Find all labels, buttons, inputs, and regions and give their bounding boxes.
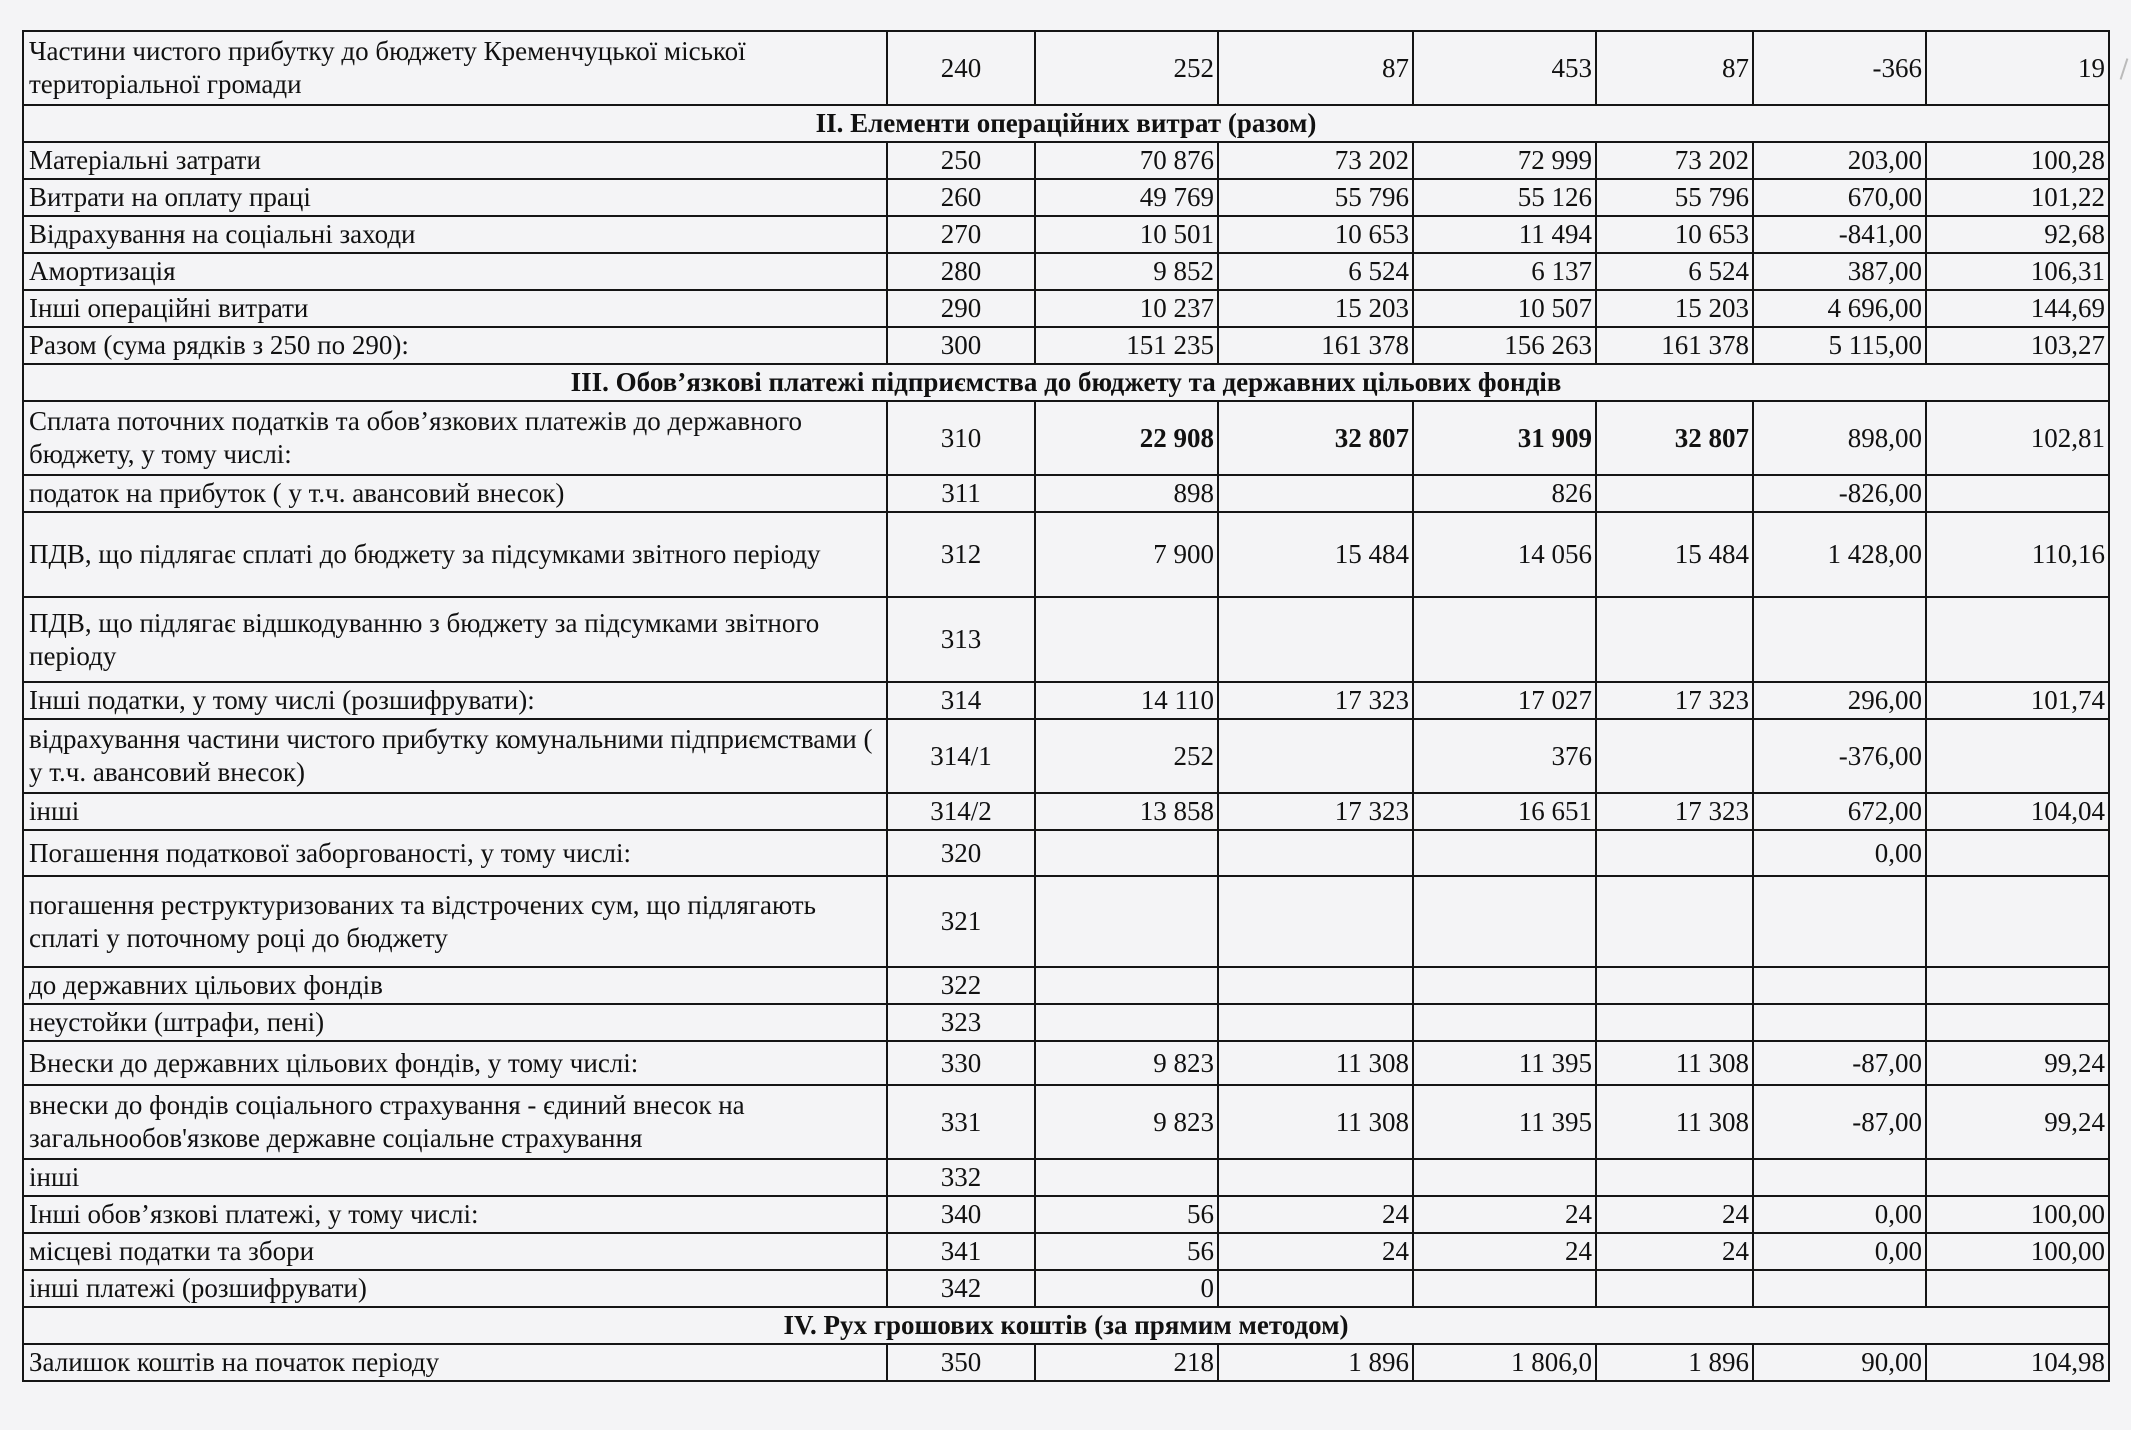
value-cell: 106,31 <box>1926 253 2109 290</box>
table-row <box>23 1159 2109 1196</box>
table-row <box>23 179 2109 216</box>
value-cell: 151 235 <box>1035 327 1218 364</box>
table-row <box>23 1041 2109 1085</box>
value-cell: 453 <box>1413 31 1596 105</box>
value-cell: 17 323 <box>1596 793 1753 830</box>
value-cell: 15 484 <box>1596 512 1753 597</box>
table-row <box>23 327 2109 364</box>
row-label: Погашення податкової заборгованості, у тому числі: <box>23 830 887 876</box>
table-row <box>23 253 2109 290</box>
value-cell: -87,00 <box>1753 1085 1926 1159</box>
value-cell <box>1926 475 2109 512</box>
value-cell: 17 323 <box>1218 682 1413 719</box>
value-cell <box>1218 967 1413 1004</box>
row-label: Внески до державних цільових фондів, у тому числі: <box>23 1041 887 1085</box>
value-cell: 252 <box>1035 719 1218 793</box>
value-cell <box>1753 1004 1926 1041</box>
value-cell: 161 378 <box>1596 327 1753 364</box>
row-code: 322 <box>887 967 1035 1004</box>
value-cell: 100,28 <box>1926 142 2109 179</box>
row-label: ПДВ, що підлягає відшкодуванню з бюджету за підсумками звітного періоду <box>23 597 887 682</box>
section-title: II. Елементи операційних витрат (разом) <box>23 105 2109 142</box>
value-cell: 0,00 <box>1753 1196 1926 1233</box>
table-row <box>23 475 2109 512</box>
value-cell: 156 263 <box>1413 327 1596 364</box>
value-cell <box>1926 1270 2109 1307</box>
value-cell <box>1753 876 1926 967</box>
value-cell <box>1926 1159 2109 1196</box>
row-label: Частини чистого прибутку до бюджету Кременчуцької міської територіальної громади <box>23 31 887 105</box>
row-label: Сплата поточних податків та обов’язкових платежів до державного бюджету, у тому числі: <box>23 401 887 475</box>
row-label: інші <box>23 793 887 830</box>
scan-mark <box>2120 58 2129 80</box>
row-code: 310 <box>887 401 1035 475</box>
row-label: Відрахування на соціальні заходи <box>23 216 887 253</box>
value-cell <box>1413 1159 1596 1196</box>
value-cell <box>1596 967 1753 1004</box>
value-cell: 17 323 <box>1218 793 1413 830</box>
value-cell: 24 <box>1596 1233 1753 1270</box>
value-cell: -841,00 <box>1753 216 1926 253</box>
value-cell: 24 <box>1218 1233 1413 1270</box>
table-body <box>23 31 2109 1381</box>
value-cell <box>1926 967 2109 1004</box>
table-row <box>23 793 2109 830</box>
row-label: Витрати на оплату праці <box>23 179 887 216</box>
row-code: 250 <box>887 142 1035 179</box>
value-cell <box>1035 1159 1218 1196</box>
row-code: 313 <box>887 597 1035 682</box>
value-cell: 92,68 <box>1926 216 2109 253</box>
table-row <box>23 682 2109 719</box>
value-cell: 103,27 <box>1926 327 2109 364</box>
value-cell <box>1596 1270 1753 1307</box>
row-label: Амортизація <box>23 253 887 290</box>
row-code: 342 <box>887 1270 1035 1307</box>
value-cell <box>1413 876 1596 967</box>
row-code: 314/1 <box>887 719 1035 793</box>
table-row <box>23 31 2109 105</box>
table-row <box>23 876 2109 967</box>
row-label: погашення реструктуризованих та відстрочених сум, що підлягають сплаті у поточному році до бюджету <box>23 876 887 967</box>
row-label: Інші операційні витрати <box>23 290 887 327</box>
row-code: 300 <box>887 327 1035 364</box>
row-code: 331 <box>887 1085 1035 1159</box>
value-cell: 16 651 <box>1413 793 1596 830</box>
value-cell: 22 908 <box>1035 401 1218 475</box>
row-code: 314/2 <box>887 793 1035 830</box>
value-cell: 5 115,00 <box>1753 327 1926 364</box>
value-cell: 55 126 <box>1413 179 1596 216</box>
value-cell <box>1035 597 1218 682</box>
row-label: Інші обов’язкові платежі, у тому числі: <box>23 1196 887 1233</box>
value-cell: 10 653 <box>1218 216 1413 253</box>
table-row <box>23 830 2109 876</box>
value-cell <box>1413 967 1596 1004</box>
table-row <box>23 1004 2109 1041</box>
value-cell <box>1753 1270 1926 1307</box>
value-cell: 19 <box>1926 31 2109 105</box>
value-cell <box>1218 830 1413 876</box>
value-cell <box>1035 1004 1218 1041</box>
value-cell: 0 <box>1035 1270 1218 1307</box>
row-code: 270 <box>887 216 1035 253</box>
value-cell: 14 110 <box>1035 682 1218 719</box>
value-cell: 24 <box>1596 1196 1753 1233</box>
row-code: 350 <box>887 1344 1035 1381</box>
section-header-row <box>23 105 2109 142</box>
value-cell <box>1218 1004 1413 1041</box>
row-label: до державних цільових фондів <box>23 967 887 1004</box>
value-cell <box>1218 719 1413 793</box>
value-cell: 6 524 <box>1596 253 1753 290</box>
value-cell <box>1413 597 1596 682</box>
value-cell <box>1926 830 2109 876</box>
value-cell: 10 507 <box>1413 290 1596 327</box>
value-cell <box>1413 1004 1596 1041</box>
value-cell: 252 <box>1035 31 1218 105</box>
value-cell <box>1596 1004 1753 1041</box>
row-label: внески до фондів соціального страхування - єдиний внесок на загальнообов'язкове державне соціальне страхування <box>23 1085 887 1159</box>
value-cell: 104,04 <box>1926 793 2109 830</box>
value-cell <box>1218 876 1413 967</box>
row-code: 260 <box>887 179 1035 216</box>
value-cell: 104,98 <box>1926 1344 2109 1381</box>
section-header-row <box>23 364 2109 401</box>
value-cell: 7 900 <box>1035 512 1218 597</box>
value-cell: 672,00 <box>1753 793 1926 830</box>
row-code: 340 <box>887 1196 1035 1233</box>
value-cell <box>1413 830 1596 876</box>
row-code: 323 <box>887 1004 1035 1041</box>
value-cell <box>1413 1270 1596 1307</box>
value-cell: 11 308 <box>1596 1085 1753 1159</box>
value-cell: 24 <box>1413 1196 1596 1233</box>
value-cell: 6 524 <box>1218 253 1413 290</box>
value-cell: 898 <box>1035 475 1218 512</box>
value-cell: 17 323 <box>1596 682 1753 719</box>
row-label: ПДВ, що підлягає сплаті до бюджету за підсумками звітного періоду <box>23 512 887 597</box>
value-cell: 1 806,0 <box>1413 1344 1596 1381</box>
value-cell: 14 056 <box>1413 512 1596 597</box>
value-cell: 101,22 <box>1926 179 2109 216</box>
value-cell: 15 484 <box>1218 512 1413 597</box>
table-row <box>23 597 2109 682</box>
value-cell: 4 696,00 <box>1753 290 1926 327</box>
row-label: Разом (сума рядків з 250 по 290): <box>23 327 887 364</box>
row-label: неустойки (штрафи, пені) <box>23 1004 887 1041</box>
value-cell: 32 807 <box>1218 401 1413 475</box>
value-cell: 73 202 <box>1596 142 1753 179</box>
value-cell <box>1596 597 1753 682</box>
value-cell <box>1926 1004 2109 1041</box>
value-cell: -87,00 <box>1753 1041 1926 1085</box>
value-cell: 11 494 <box>1413 216 1596 253</box>
row-code: 332 <box>887 1159 1035 1196</box>
value-cell: 898,00 <box>1753 401 1926 475</box>
value-cell <box>1926 876 2109 967</box>
value-cell: -826,00 <box>1753 475 1926 512</box>
table-row <box>23 216 2109 253</box>
value-cell: 387,00 <box>1753 253 1926 290</box>
row-code: 280 <box>887 253 1035 290</box>
row-code: 311 <box>887 475 1035 512</box>
row-label: Залишок коштів на початок періоду <box>23 1344 887 1381</box>
value-cell: 0,00 <box>1753 1233 1926 1270</box>
value-cell: 6 137 <box>1413 253 1596 290</box>
value-cell: 11 395 <box>1413 1041 1596 1085</box>
row-code: 314 <box>887 682 1035 719</box>
value-cell <box>1035 830 1218 876</box>
value-cell <box>1035 876 1218 967</box>
value-cell: 1 428,00 <box>1753 512 1926 597</box>
value-cell: 10 653 <box>1596 216 1753 253</box>
value-cell: 56 <box>1035 1233 1218 1270</box>
table-row <box>23 1085 2109 1159</box>
table-row <box>23 401 2109 475</box>
row-label: податок на прибуток ( у т.ч. авансовий внесок) <box>23 475 887 512</box>
table-row <box>23 719 2109 793</box>
value-cell: 10 237 <box>1035 290 1218 327</box>
row-label: інші <box>23 1159 887 1196</box>
table-row <box>23 1233 2109 1270</box>
value-cell <box>1753 597 1926 682</box>
value-cell: 55 796 <box>1596 179 1753 216</box>
value-cell: 24 <box>1413 1233 1596 1270</box>
value-cell: 0,00 <box>1753 830 1926 876</box>
row-label: Матеріальні затрати <box>23 142 887 179</box>
value-cell <box>1596 475 1753 512</box>
value-cell <box>1596 1159 1753 1196</box>
value-cell: 32 807 <box>1596 401 1753 475</box>
row-code: 312 <box>887 512 1035 597</box>
value-cell <box>1218 1270 1413 1307</box>
value-cell: 13 858 <box>1035 793 1218 830</box>
row-label: інші платежі (розшифрувати) <box>23 1270 887 1307</box>
value-cell: 9 823 <box>1035 1041 1218 1085</box>
value-cell: 99,24 <box>1926 1085 2109 1159</box>
value-cell: 11 308 <box>1218 1041 1413 1085</box>
value-cell: 826 <box>1413 475 1596 512</box>
value-cell: 10 501 <box>1035 216 1218 253</box>
value-cell: 73 202 <box>1218 142 1413 179</box>
financial-plan-table <box>22 30 2110 1382</box>
value-cell <box>1596 876 1753 967</box>
value-cell: 218 <box>1035 1344 1218 1381</box>
value-cell: 11 308 <box>1218 1085 1413 1159</box>
value-cell: 70 876 <box>1035 142 1218 179</box>
section-title: III. Обов’язкові платежі підприємства до бюджету та державних цільових фондів <box>23 364 2109 401</box>
value-cell: 9 823 <box>1035 1085 1218 1159</box>
row-code: 240 <box>887 31 1035 105</box>
row-label: відрахування частини чистого прибутку комунальними підприємствами ( у т.ч. авансовий внесок) <box>23 719 887 793</box>
value-cell: 87 <box>1218 31 1413 105</box>
value-cell <box>1218 1159 1413 1196</box>
value-cell <box>1926 597 2109 682</box>
value-cell: 161 378 <box>1218 327 1413 364</box>
table-row <box>23 512 2109 597</box>
value-cell: 15 203 <box>1218 290 1413 327</box>
value-cell <box>1218 597 1413 682</box>
value-cell <box>1596 830 1753 876</box>
table-row <box>23 1344 2109 1381</box>
value-cell: 110,16 <box>1926 512 2109 597</box>
value-cell: -366 <box>1753 31 1926 105</box>
section-title: IV. Рух грошових коштів (за прямим методом) <box>23 1307 2109 1344</box>
row-code: 290 <box>887 290 1035 327</box>
value-cell <box>1753 967 1926 1004</box>
value-cell: 56 <box>1035 1196 1218 1233</box>
value-cell: 87 <box>1596 31 1753 105</box>
table-row <box>23 1270 2109 1307</box>
value-cell <box>1753 1159 1926 1196</box>
row-code: 321 <box>887 876 1035 967</box>
value-cell: 376 <box>1413 719 1596 793</box>
value-cell <box>1596 719 1753 793</box>
value-cell: 24 <box>1218 1196 1413 1233</box>
value-cell: 99,24 <box>1926 1041 2109 1085</box>
value-cell: 90,00 <box>1753 1344 1926 1381</box>
value-cell <box>1035 967 1218 1004</box>
table-row <box>23 967 2109 1004</box>
value-cell: 203,00 <box>1753 142 1926 179</box>
value-cell: 49 769 <box>1035 179 1218 216</box>
row-label: Інші податки, у тому числі (розшифрувати): <box>23 682 887 719</box>
row-code: 330 <box>887 1041 1035 1085</box>
value-cell: 72 999 <box>1413 142 1596 179</box>
row-code: 341 <box>887 1233 1035 1270</box>
value-cell: 100,00 <box>1926 1233 2109 1270</box>
value-cell: 144,69 <box>1926 290 2109 327</box>
value-cell: 670,00 <box>1753 179 1926 216</box>
table-row <box>23 1196 2109 1233</box>
row-code: 320 <box>887 830 1035 876</box>
value-cell: 31 909 <box>1413 401 1596 475</box>
value-cell: 55 796 <box>1218 179 1413 216</box>
value-cell: 101,74 <box>1926 682 2109 719</box>
value-cell <box>1926 719 2109 793</box>
value-cell: 11 308 <box>1596 1041 1753 1085</box>
value-cell: 17 027 <box>1413 682 1596 719</box>
value-cell <box>1218 475 1413 512</box>
value-cell: 296,00 <box>1753 682 1926 719</box>
table-row <box>23 142 2109 179</box>
value-cell: 15 203 <box>1596 290 1753 327</box>
value-cell: 1 896 <box>1596 1344 1753 1381</box>
row-label: місцеві податки та збори <box>23 1233 887 1270</box>
value-cell: 9 852 <box>1035 253 1218 290</box>
value-cell: 1 896 <box>1218 1344 1413 1381</box>
value-cell: 102,81 <box>1926 401 2109 475</box>
value-cell: -376,00 <box>1753 719 1926 793</box>
value-cell: 100,00 <box>1926 1196 2109 1233</box>
table-row <box>23 290 2109 327</box>
section-header-row <box>23 1307 2109 1344</box>
value-cell: 11 395 <box>1413 1085 1596 1159</box>
